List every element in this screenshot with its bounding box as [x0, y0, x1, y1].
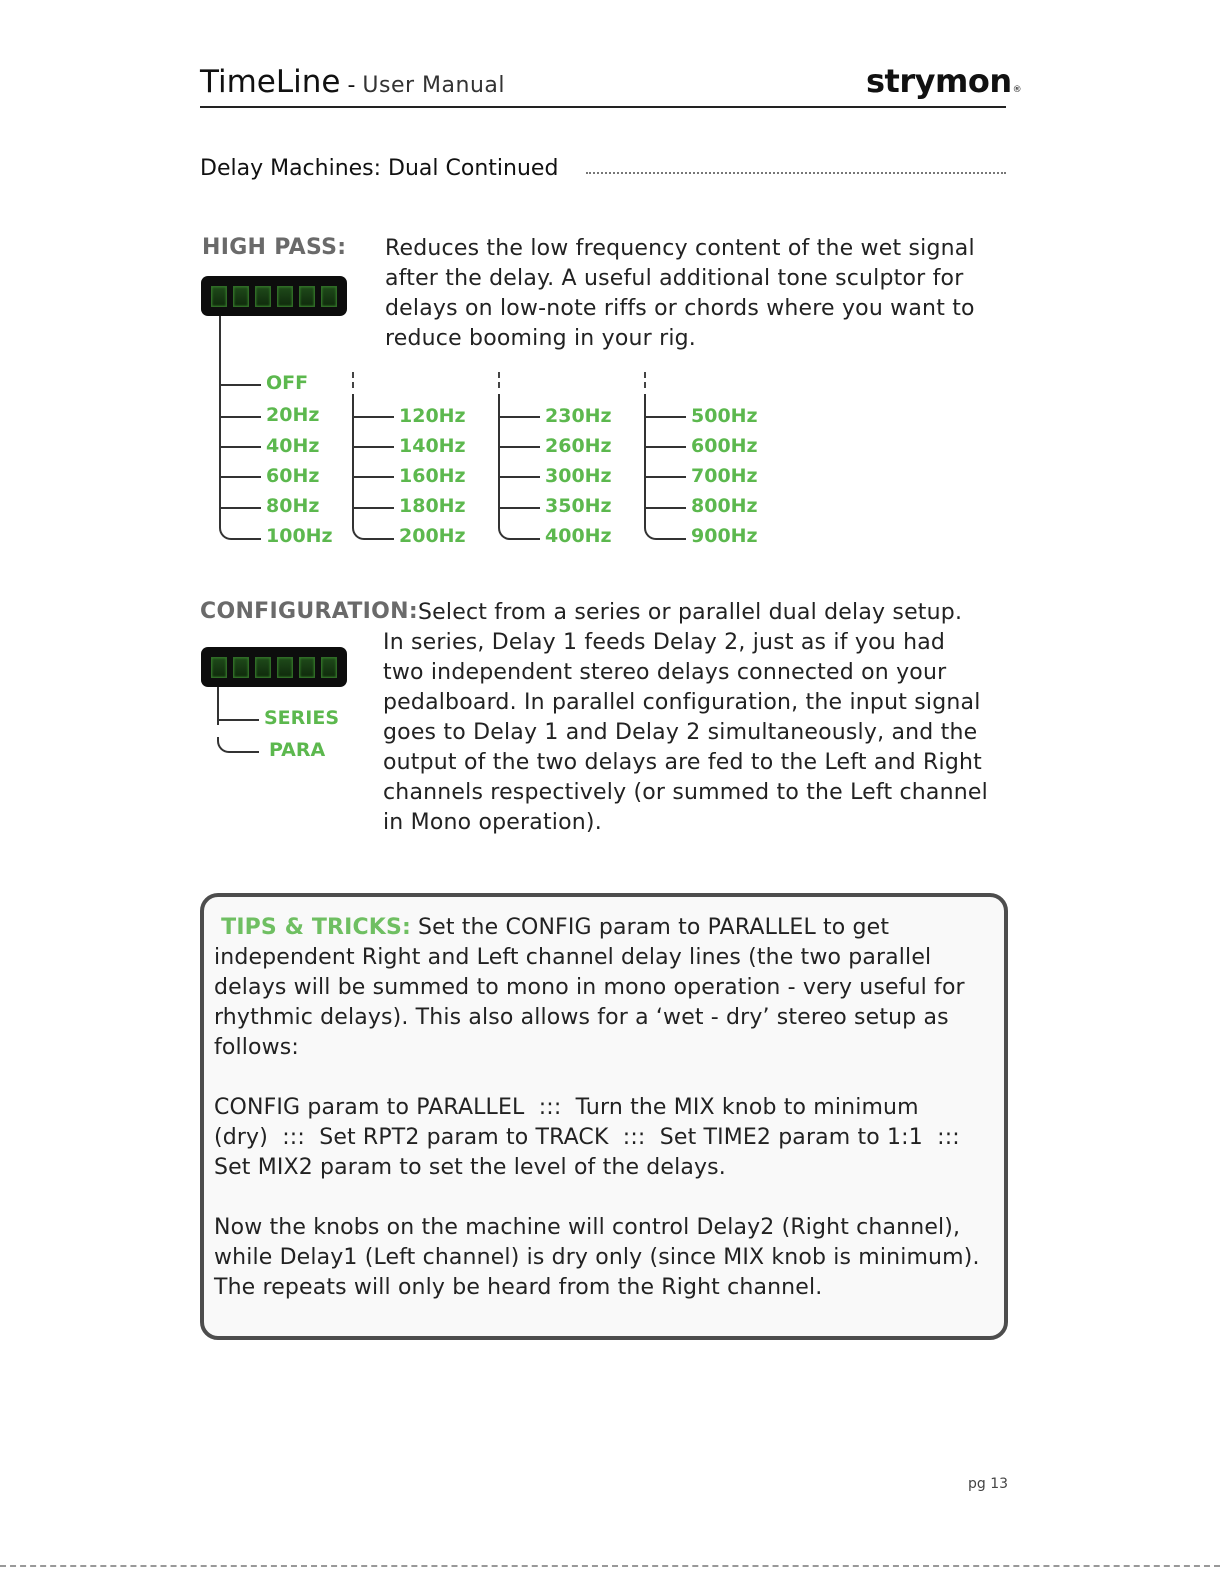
tips-line: rhythmic delays). This also allows for a ‘wet - dry’ stereo setup as [214, 1005, 949, 1030]
tree-continuation-dash [352, 372, 354, 388]
product-name: TimeLine [200, 64, 341, 100]
tree-trunk-col1 [219, 316, 221, 524]
tips-blank-line [214, 1183, 980, 1213]
tips-line: while Delay1 (Left channel) is dry only (since MIX knob is minimum). [214, 1245, 980, 1270]
tree-branch [500, 446, 540, 448]
configuration-desc-line: goes to Delay 1 and Delay 2 simultaneously, and the [383, 720, 978, 745]
configuration-option: SERIES [264, 707, 340, 729]
high-pass-label: HIGH PASS: [202, 235, 347, 260]
tips-line: delays will be summed to mono in mono operation - very useful for [214, 975, 965, 1000]
lcd-digit [299, 657, 315, 678]
tree-branch [500, 416, 540, 418]
lcd-digit [233, 657, 249, 678]
tree-branch [221, 446, 261, 448]
high-pass-option: 600Hz [691, 435, 758, 457]
configuration-desc-first-line: Select from a series or parallel dual delay setup. [418, 600, 963, 625]
tree-continuation-dash [498, 372, 500, 388]
tree-branch [354, 507, 394, 509]
tips-label: TIPS & TRICKS: [221, 915, 411, 940]
tree-branch [221, 384, 261, 386]
tree-branch [354, 476, 394, 478]
tree-continuation-dash [644, 372, 646, 388]
registered-mark: ® [1012, 85, 1022, 95]
tips-line: The repeats will only be heard from the Right channel. [214, 1275, 823, 1300]
high-pass-option: 180Hz [399, 495, 466, 517]
high-pass-option: 200Hz [399, 525, 466, 547]
high-pass-option: 40Hz [266, 435, 320, 457]
high-pass-desc-line: delays on low-note riffs or chords where you want to [385, 296, 975, 321]
tree-branch-end [644, 524, 686, 540]
tree-branch [221, 476, 261, 478]
lcd-digit [233, 286, 249, 307]
high-pass-description [385, 234, 975, 354]
configuration-desc-line: two independent stereo delays connected on your [383, 660, 947, 685]
configuration-desc-line: output of the two delays are fed to the Left and Right [383, 750, 982, 775]
lcd-digit [299, 286, 315, 307]
configuration-desc-line: in Mono operation). [383, 810, 602, 835]
lcd-digit [277, 286, 293, 307]
high-pass-desc-line: after the delay. A useful additional tone sculptor for [385, 266, 964, 291]
configuration-description [383, 628, 988, 838]
tips-line: Now the knobs on the machine will control Delay2 (Right channel), [214, 1215, 961, 1240]
tree-branch [354, 416, 394, 418]
tree-branch [646, 507, 686, 509]
lcd-digit [277, 657, 293, 678]
tips-line: Set MIX2 param to set the level of the delays. [214, 1155, 726, 1180]
high-pass-option: 230Hz [545, 405, 612, 427]
tree-branch [221, 416, 261, 418]
tree-branch-end [219, 524, 261, 540]
high-pass-option: 500Hz [691, 405, 758, 427]
tips-line [214, 913, 980, 943]
high-pass-option: 300Hz [545, 465, 612, 487]
manual-title [200, 64, 505, 100]
lcd-digit [211, 286, 227, 307]
lcd-digit [255, 286, 271, 307]
configuration-desc-line: channels respectively (or summed to the Left channel [383, 780, 988, 805]
tips-line: follows: [214, 1035, 299, 1060]
high-pass-option: 160Hz [399, 465, 466, 487]
tree-branch [646, 476, 686, 478]
lcd-digit [211, 657, 227, 678]
tree-trunk-col2 [352, 394, 354, 524]
tree-branch [354, 446, 394, 448]
tree-branch [646, 416, 686, 418]
high-pass-option: 700Hz [691, 465, 758, 487]
manual-subtitle: User Manual [362, 73, 505, 98]
high-pass-option: 140Hz [399, 435, 466, 457]
high-pass-option: 260Hz [545, 435, 612, 457]
page-number: pg 13 [968, 1476, 1009, 1492]
tips-content [214, 913, 980, 1303]
lcd-digit [321, 286, 337, 307]
tips-line: (dry) ::: Set RPT2 param to TRACK ::: Set TIME2 param to 1:1 ::: [214, 1125, 960, 1150]
high-pass-lcd-display [201, 276, 347, 316]
high-pass-option: 20Hz [266, 404, 320, 426]
tree-branch [221, 507, 261, 509]
high-pass-desc-line: reduce booming in your rig. [385, 326, 696, 351]
lcd-digit [255, 657, 271, 678]
tips-line: independent Right and Left channel delay lines (the two parallel [214, 945, 932, 970]
tree-branch [646, 446, 686, 448]
section-dotted-leader [586, 172, 1006, 174]
strymon-logo [866, 62, 1021, 100]
configuration-option: PARA [269, 739, 326, 761]
configuration-label: CONFIGURATION: [200, 599, 418, 624]
configuration-lcd-display [201, 647, 347, 687]
tree-branch-end [498, 524, 540, 540]
tree-trunk-col3 [498, 394, 500, 524]
tree-branch [219, 719, 259, 721]
tips-line: CONFIG param to PARALLEL ::: Turn the MIX knob to minimum [214, 1095, 919, 1120]
tree-branch [500, 476, 540, 478]
tree-branch [500, 507, 540, 509]
high-pass-desc-line: Reduces the low frequency content of the wet signal [385, 236, 975, 261]
high-pass-option: OFF [266, 372, 309, 394]
configuration-desc-line: pedalboard. In parallel configuration, the input signal [383, 690, 981, 715]
high-pass-option: 80Hz [266, 495, 320, 517]
high-pass-option: 400Hz [545, 525, 612, 547]
high-pass-option: 60Hz [266, 465, 320, 487]
lcd-digit [321, 657, 337, 678]
high-pass-option: 800Hz [691, 495, 758, 517]
section-title: Delay Machines: Dual Continued [200, 156, 559, 181]
title-separator: - [340, 73, 363, 98]
tree-branch-end [217, 737, 259, 753]
header-rule [200, 106, 1006, 108]
high-pass-option: 120Hz [399, 405, 466, 427]
configuration-desc-line: In series, Delay 1 feeds Delay 2, just as if you had [383, 630, 946, 655]
logo-text: strymon [866, 62, 1012, 100]
tips-text-line: Set the CONFIG param to PARALLEL to get [418, 915, 890, 940]
high-pass-option: 100Hz [266, 525, 333, 547]
page-bottom-dashed-border [0, 1565, 1220, 1567]
tips-blank-line [214, 1063, 980, 1093]
tree-branch-end [352, 524, 394, 540]
high-pass-option: 900Hz [691, 525, 758, 547]
tree-trunk-col4 [644, 394, 646, 524]
high-pass-option: 350Hz [545, 495, 612, 517]
